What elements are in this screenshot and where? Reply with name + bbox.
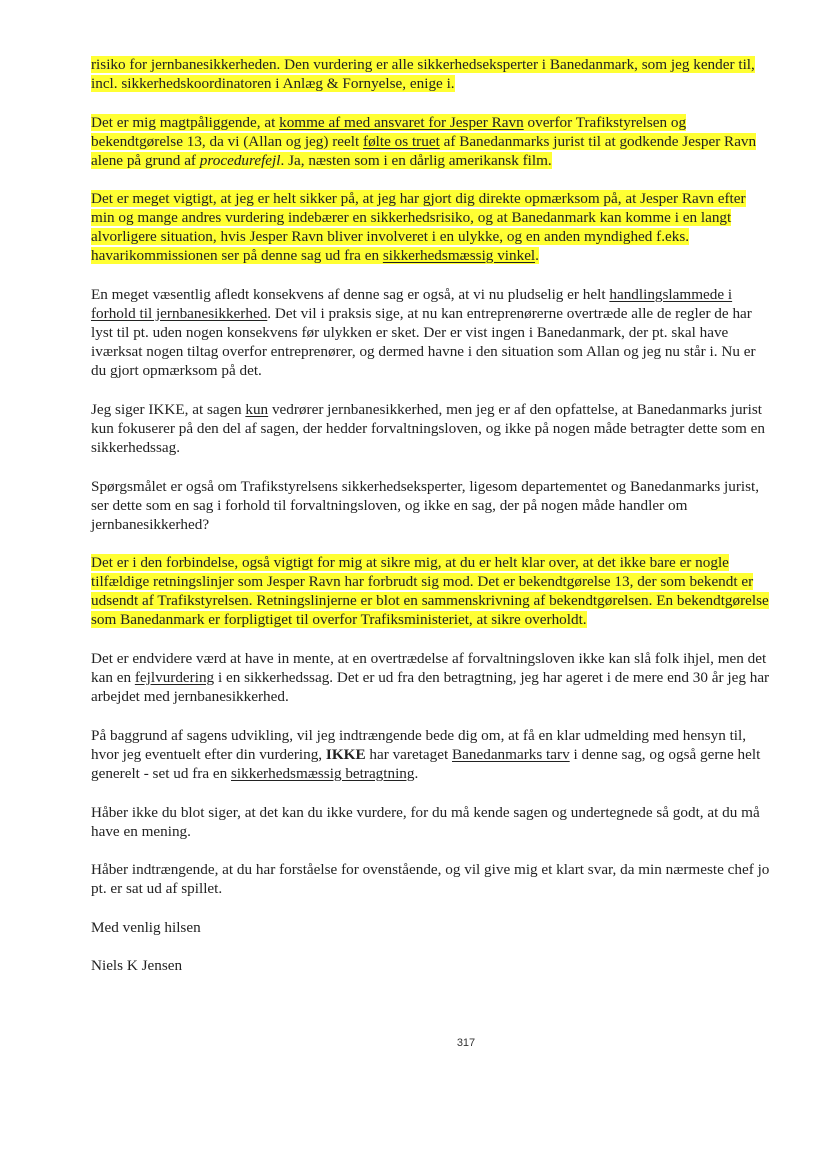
paragraph-hope-answer bbox=[91, 860, 832, 898]
highlighted-text: overfor Trafikstyrelsen og bbox=[523, 114, 687, 131]
underlined-text: følte os truet bbox=[363, 133, 440, 150]
closing-salutation bbox=[91, 918, 832, 937]
text-run: På baggrund af sagens udvikling, vil jeg indtrængende bede dig om, at få en klar udmelding med hensyn til, bbox=[91, 727, 747, 744]
highlighted-text: risiko for jernbanesikkerheden. Den vurdering er alle sikkerhedseksperter i Banedanmark, som jeg kender til, bbox=[91, 56, 755, 73]
text-run: Håber ikke du blot siger, at det kan du ikke vurdere, for du må kende sagen og undertegnede så godt, at du må bbox=[91, 804, 760, 821]
paragraph-request-statement bbox=[91, 726, 832, 783]
highlighted-text: tilfældige retningslinjer som Jesper Ravn har forbrudt sig mod. Det er bekendtgørelse 13, der som bekendt er bbox=[91, 573, 754, 590]
highlighted-text: alvorligere situation, hvis Jesper Ravn bliver involveret i en ulykke, og en anden myndighed f.eks. bbox=[91, 228, 690, 245]
text-run: lyst til pt. uden nogen konsekvens før ulykken er sket. Der er vist ingen i Banedanmark, der pt. skal have bbox=[91, 324, 729, 341]
text-line bbox=[91, 745, 832, 764]
highlighted-text: bekendtgørelse 13, da vi (Allan og jeg) reelt bbox=[91, 133, 364, 150]
text-run: jernbanesikkerhed? bbox=[91, 516, 210, 533]
text-line bbox=[91, 726, 832, 745]
text-run: . bbox=[414, 765, 419, 782]
text-run: arbejdet med jernbanesikkerhed. bbox=[91, 688, 289, 705]
paragraph-hope-opinion bbox=[91, 803, 832, 841]
text-line bbox=[91, 496, 832, 515]
highlighted-text: som Banedanmark er forpligtiget til overfor Trafiksministeriet, at sikre overholdt. bbox=[91, 611, 587, 628]
text-run: generelt - set ud fra en bbox=[91, 765, 231, 782]
text-line bbox=[91, 553, 832, 572]
text-run: iværksat nogen tiltag overfor entreprenører, og dermed havne i den situation som Allan og jeg nu står i. Nu er bbox=[91, 343, 756, 360]
text-line bbox=[91, 649, 832, 668]
text-line bbox=[91, 879, 832, 898]
text-line bbox=[91, 361, 832, 380]
text-line bbox=[91, 400, 832, 419]
text-run: Jeg siger IKKE, at sagen bbox=[91, 401, 246, 418]
paragraph-safety-risk-warning bbox=[91, 189, 832, 265]
text-run: Niels K Jensen bbox=[91, 957, 183, 974]
underlined-text: forhold til jernbanesikkerhed bbox=[91, 305, 268, 322]
text-line bbox=[91, 803, 832, 822]
text-line bbox=[91, 822, 832, 841]
text-line bbox=[91, 591, 832, 610]
highlighted-text: . Ja, næsten som i en dårlig amerikansk film. bbox=[280, 152, 552, 169]
underlined-text: sikkerhedsmæssig betragtning bbox=[231, 765, 415, 782]
text-line bbox=[91, 74, 832, 93]
highlighted-text: min og mange andres vurdering indebærer en sikkerhedsrisiko, og at Banedanmark kan komme i en langt bbox=[91, 209, 732, 226]
highlighted-text: alene på grund af bbox=[91, 152, 200, 169]
text-run: IKKE bbox=[325, 746, 366, 763]
underlined-text: kun bbox=[245, 401, 269, 418]
text-line bbox=[91, 860, 832, 879]
highlighted-text: Det er i den forbindelse, også vigtigt for mig at sikre mig, at du er helt klar over, at det ikke bare er nogle bbox=[91, 554, 729, 571]
highlighted-text: incl. sikkerhedskoordinatoren i Anlæg & Fornyelse, enige i. bbox=[91, 75, 455, 92]
page-number: 317 bbox=[456, 1037, 476, 1049]
text-run: kan en bbox=[91, 669, 135, 686]
text-line bbox=[91, 687, 832, 706]
text-line bbox=[91, 477, 832, 496]
text-line bbox=[91, 304, 832, 323]
underlined-text: komme af med ansvaret for Jesper Ravn bbox=[279, 114, 524, 131]
text-run: . Det vil i praksis sige, at nu kan entreprenørerne overtræde alle de regler de har bbox=[267, 305, 752, 322]
paragraph-responsibility bbox=[91, 113, 832, 170]
highlighted-text: havarikommissionen ser på denne sag ud fra en bbox=[91, 247, 383, 264]
text-line bbox=[91, 438, 832, 457]
highlighted-text: procedurefejl bbox=[199, 152, 281, 169]
text-line bbox=[91, 764, 832, 783]
underlined-text: fejlvurdering bbox=[134, 669, 215, 686]
text-line bbox=[91, 419, 832, 438]
text-line bbox=[91, 208, 832, 227]
text-run: Spørgsmålet er også om Trafikstyrelsens sikkerhedseksperter, ligesom departementet og Banedanmarks jurist, bbox=[91, 478, 760, 495]
paragraph-derived-consequence bbox=[91, 285, 832, 380]
signature-name bbox=[91, 956, 832, 975]
highlighted-text: Det er mig magtpåliggende, at bbox=[91, 114, 280, 131]
text-line bbox=[91, 342, 832, 361]
text-run: pt. er sat ud af spillet. bbox=[91, 880, 223, 897]
paragraph-safety-risk-continuation bbox=[91, 55, 832, 93]
highlighted-text: Det er meget vigtigt, at jeg er helt sikker på, at jeg har gjort dig direkte opmærksom på, at Jesper Ravn efter bbox=[91, 190, 746, 207]
text-line bbox=[91, 668, 832, 687]
highlighted-text: . bbox=[535, 247, 539, 264]
paragraph-executive-order bbox=[91, 553, 832, 629]
text-line bbox=[91, 515, 832, 534]
text-line bbox=[91, 189, 832, 208]
highlighted-text: udsendt af Trafikstyrelsen. Retningslinjerne er blot en sammenskrivning af bekendtgørelsen. En bekendtgørelse bbox=[91, 592, 769, 609]
text-run: have en mening. bbox=[91, 823, 191, 840]
text-line bbox=[91, 151, 832, 170]
underlined-text: sikkerhedsmæssig vinkel bbox=[382, 247, 536, 264]
text-run: Håber indtrængende, at du har forståelse for ovenstående, og vil give mig et klart svar, da min nærmeste chef jo bbox=[91, 861, 770, 878]
text-line bbox=[91, 610, 832, 629]
text-line bbox=[91, 956, 832, 975]
text-line bbox=[91, 572, 832, 591]
text-run: Med venlig hilsen bbox=[91, 919, 201, 936]
text-run: du gjort opmærksom på det. bbox=[91, 362, 262, 379]
text-line bbox=[91, 246, 832, 265]
text-run: ser dette som en sag i forhold til forvaltningsloven, og ikke en sag, der på nogen måde handler om bbox=[91, 497, 688, 514]
text-run: Det er endvidere værd at have in mente, at en overtrædelse af forvaltningsloven ikke kan slå folk ihjel, men det bbox=[91, 650, 767, 667]
text-line bbox=[91, 285, 832, 304]
paragraph-misjudgement bbox=[91, 649, 832, 706]
text-run: sikkerhedssag. bbox=[91, 439, 180, 456]
underlined-text: Banedanmarks tarv bbox=[452, 746, 570, 763]
text-run: kun fokuserer på den del af sagen, der hedder forvaltningsloven, og ikke på nogen måde betragter dette som en bbox=[91, 420, 765, 437]
underlined-text: handlingslammede i bbox=[609, 286, 733, 303]
text-run: i denne sag, og også gerne helt bbox=[569, 746, 761, 763]
text-line bbox=[91, 227, 832, 246]
text-line bbox=[91, 55, 832, 74]
paragraph-question-experts bbox=[91, 477, 832, 534]
text-line bbox=[91, 918, 832, 937]
text-line bbox=[91, 323, 832, 342]
text-line bbox=[91, 132, 832, 151]
text-line bbox=[91, 113, 832, 132]
text-run: En meget væsentlig afledt konsekvens af denne sag er også, at vi nu pludselig er helt bbox=[91, 286, 610, 303]
paragraph-not-only-safety bbox=[91, 400, 832, 457]
text-run: har varetaget bbox=[365, 746, 453, 763]
text-run: i en sikkerhedssag. Det er ud fra den betragtning, jeg har ageret i de mere end 30 år jeg har bbox=[214, 669, 770, 686]
text-run: hvor jeg eventuelt efter din vurdering, bbox=[91, 746, 326, 763]
highlighted-text: af Banedanmarks jurist til at godkende Jesper Ravn bbox=[439, 133, 757, 150]
text-run: vedrører jernbanesikkerhed, men jeg er af den opfattelse, at Banedanmarks jurist bbox=[268, 401, 762, 418]
